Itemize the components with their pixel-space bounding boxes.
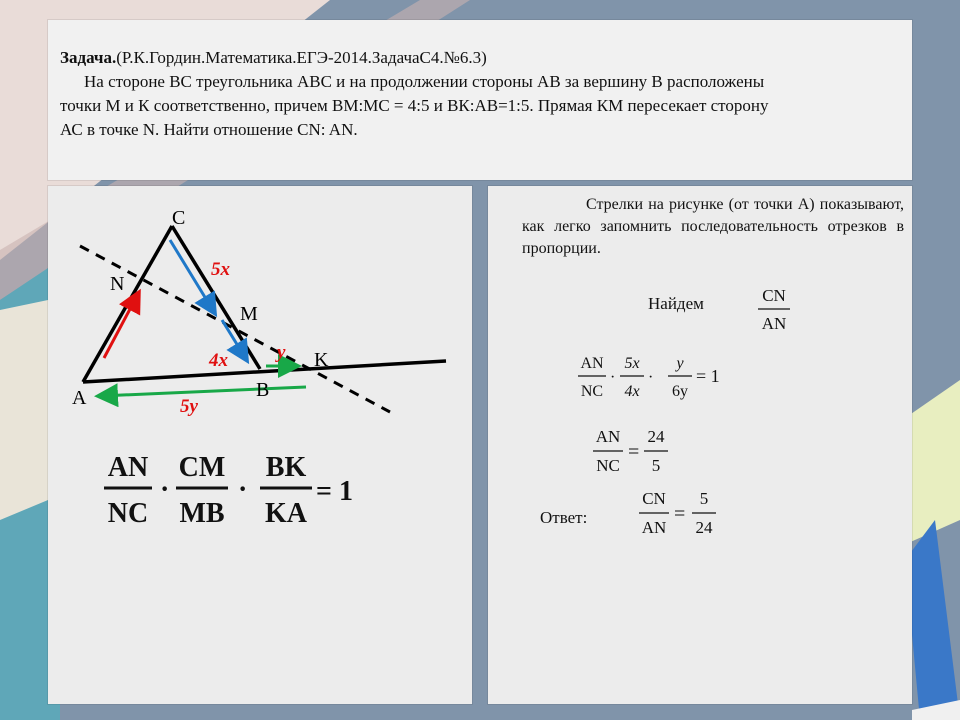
task-line-3: АС в точке N. Найти отношение CN: AN. <box>60 120 358 139</box>
point-m-label: M <box>240 303 258 325</box>
point-c-label: C <box>172 207 186 229</box>
arrow-an <box>104 294 138 358</box>
arrow-ka <box>100 387 306 396</box>
answer-fraction <box>636 486 726 542</box>
eq1-b-den: 4x <box>624 383 640 400</box>
answer-den: AN <box>641 518 667 537</box>
point-n-label: N <box>110 273 125 295</box>
menelaus-f2-den: MB <box>179 498 225 529</box>
point-a-label: A <box>72 387 87 409</box>
label-y: y <box>277 342 286 363</box>
menelaus-eq: = 1 <box>316 476 353 507</box>
eq2-r-num: 24 <box>647 427 665 446</box>
answer-num: CN <box>642 489 666 508</box>
side-ac <box>83 226 172 382</box>
find-fraction <box>754 284 794 338</box>
arrow-cm <box>170 240 214 312</box>
eq2-num: AN <box>595 427 621 446</box>
eq1-b-num: 5x <box>624 355 640 372</box>
menelaus-f3-num: BK <box>265 452 307 483</box>
answer-r-den: 24 <box>695 518 713 537</box>
eq1-c-num: y <box>676 355 684 372</box>
eq1-eq: = 1 <box>696 366 720 386</box>
menelaus-dot-1: · <box>160 474 170 505</box>
task-line-2: точки М и К соответственно, причем ВМ:МС = 4:5 и ВК:АВ=1:5. Прямая КМ пересекает сторону <box>60 96 769 115</box>
menelaus-f3-den: KA <box>265 498 307 529</box>
label-5y: 5y <box>180 396 198 417</box>
equation-2 <box>590 424 680 480</box>
find-label: Найдем <box>648 294 704 313</box>
task-source: (Р.К.Гордин.Математика.ЕГЭ-2014.ЗадачаС4.№6.3) <box>116 48 487 67</box>
answer-eq: = <box>674 503 686 525</box>
solution-panel <box>488 186 912 704</box>
point-b-label: B <box>256 379 270 401</box>
task-line-1: На стороне ВС треугольника АВС и на продолжении стороны АВ за вершину В расположены <box>84 72 765 91</box>
triangle-figure <box>48 186 472 446</box>
eq1-a-den: NC <box>580 383 604 400</box>
hint-text <box>522 194 904 260</box>
find-num: CN <box>762 286 786 305</box>
eq1-dot-1: · <box>610 369 616 386</box>
eq1-dot-2: · <box>648 369 654 386</box>
menelaus-f2-num: CM <box>178 452 226 483</box>
hint-content: Стрелки на рисунке (от точки А) показывают, как легко запомнить последовательность отрезков в пропорции. <box>522 196 904 257</box>
eq2-r-den: 5 <box>651 456 661 475</box>
menelaus-formula <box>90 446 390 530</box>
equation-1 <box>574 350 734 406</box>
menelaus-dot-2: · <box>238 474 248 505</box>
eq2-den: NC <box>596 456 620 475</box>
menelaus-f1-den: NC <box>107 498 149 529</box>
label-4x: 4x <box>209 350 228 371</box>
task-title: Задача. <box>60 48 117 67</box>
answer-label: Ответ: <box>540 508 588 527</box>
find-den: AN <box>761 314 787 333</box>
menelaus-f1-num: AN <box>107 452 149 483</box>
task-statement <box>60 46 890 142</box>
point-k-label: K <box>314 349 329 371</box>
label-5x: 5x <box>211 259 230 280</box>
eq1-a-num: AN <box>580 355 604 372</box>
eq2-eq: = <box>628 441 640 463</box>
eq1-c-den: 6y <box>672 383 688 400</box>
side-cb <box>172 226 260 369</box>
answer-r-num: 5 <box>699 489 709 508</box>
